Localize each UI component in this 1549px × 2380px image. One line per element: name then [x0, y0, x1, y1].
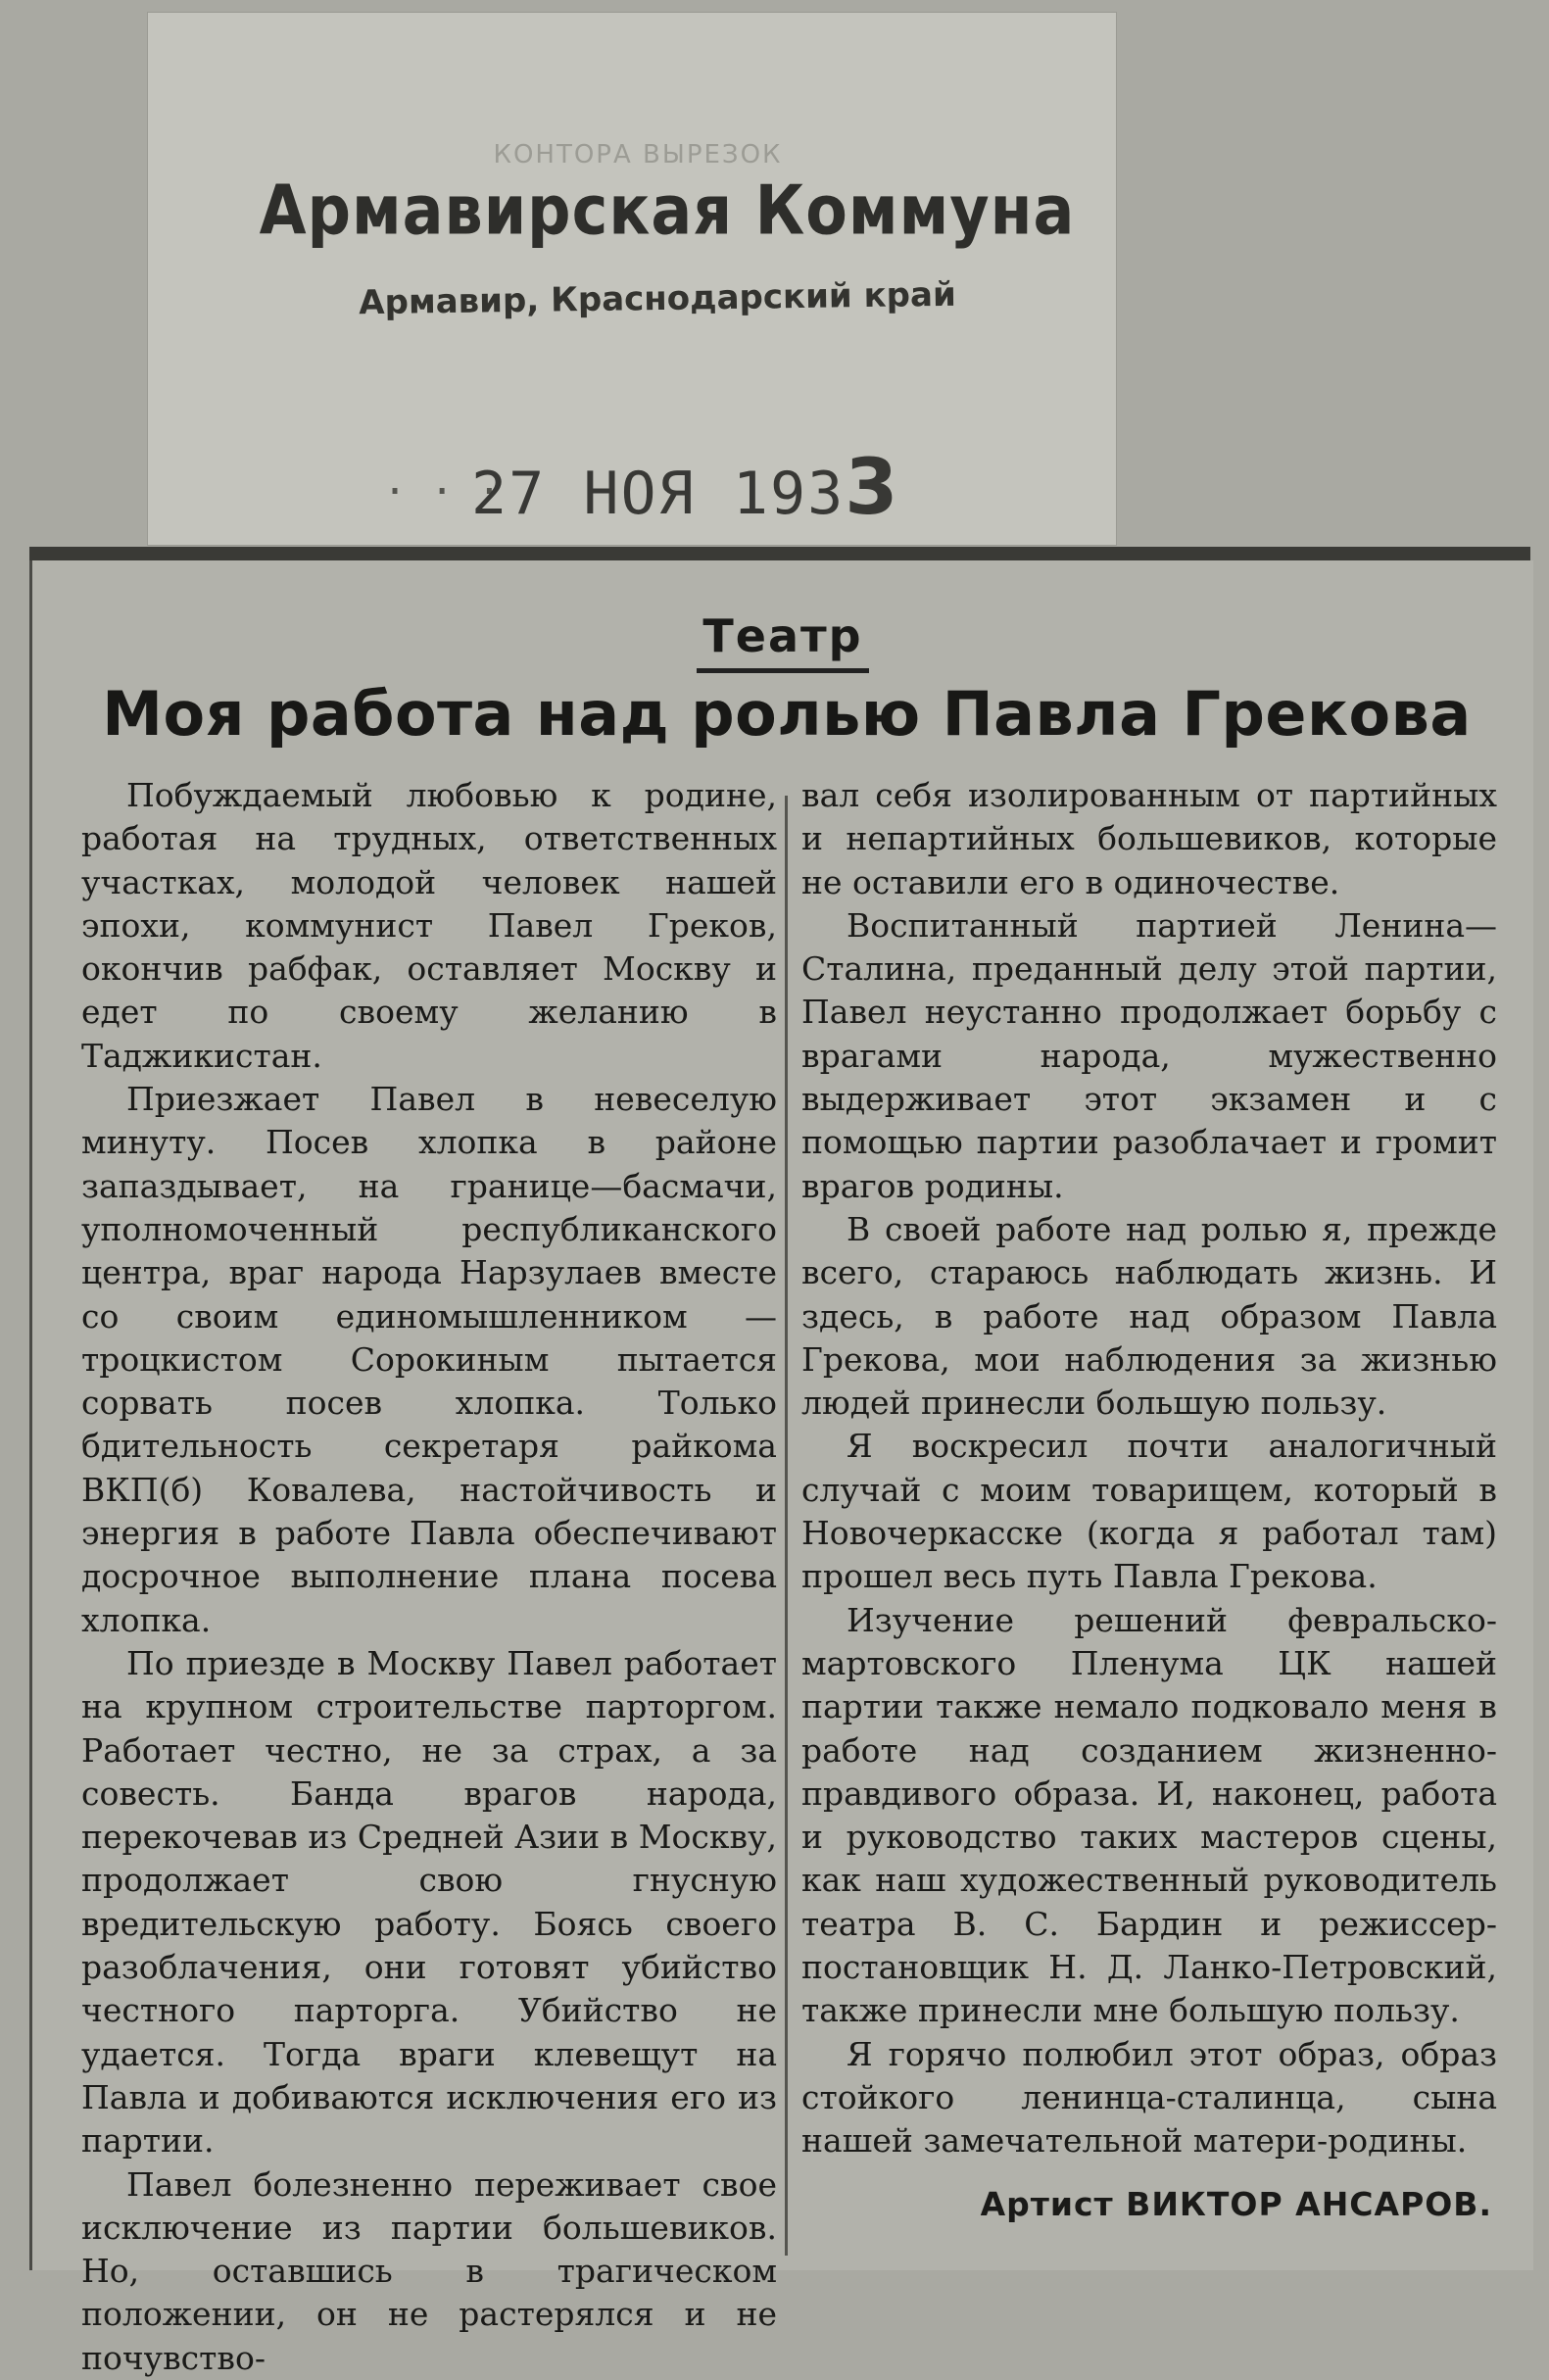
top-rule: [29, 547, 1530, 560]
right-column: [801, 774, 1497, 2163]
stamp-date: [471, 444, 900, 532]
stamp-dots: . . .: [383, 459, 502, 504]
author-signature: Артист ВИКТОР АНСАРОВ.: [980, 2185, 1492, 2223]
stamp-date-main: 27 НОЯ 193: [471, 460, 846, 528]
stamp-date-digit: 3: [845, 444, 900, 532]
paragraph: Побуждаемый любовью к родине, работая на трудных, ответственных участках, молодой человек нашей эпохи, коммунист Павел Греков, окончив рабфак, оставляет Москву и едет по своему желанию в Таджикистан.: [81, 776, 777, 1075]
paragraph: Я горячо полюбил этот образ, образ стойкого ленинца-сталинца, сына нашей замечательной матери-родины.: [801, 2034, 1497, 2161]
paragraph: Изучение решений февральско-мартовского Пленума ЦК нашей партии также немало подковало меня в работе над созданием жизненно-правдивого образа. И, наконец, работа и руководство таких мастеров сцены, как наш художественный руководитель театра В. С. Бардин и режиссер-постановщик Н. Д. Ланко-Петровский, также принесли мне большую пользу.: [801, 1600, 1497, 2030]
paragraph: Павел болезненно переживает свое исключение из партии большевиков. Но, оставшись в трагическом положении, он не растерялся и не почувство-: [81, 2164, 777, 2377]
paragraph: По приезде в Москву Павел работает на крупном строительстве парторгом. Работает честно, не за страх, а за совесть. Банда врагов народа, перекочевав из Средней Азии в Москву, продолжает свою гнусную вредительскую работу. Боясь своего разоблачения, они готовят убийство честного парторга. Убийство не удается. Тогда враги клевещут на Павла и добиваются исключения его из партии.: [81, 1643, 777, 2161]
newspaper-clipping: [29, 560, 1533, 2377]
paragraph: В своей работе над ролью я, прежде всего, стараюсь наблюдать жизнь. И здесь, в работе над образом Павла Грекова, мои наблюдения за жизнью людей принесли большую пользу.: [801, 1209, 1497, 1423]
paragraph: Я воскресил почти аналогичный случай с моим товарищем, который в Новочеркасске (когда я работал там) прошел весь путь Павла Грекова.: [801, 1427, 1497, 1596]
clipping-bureau-stamp: [147, 12, 1117, 546]
paragraph-continued: вал себя изолированным от партийных и непартийных большевиков, которые не оставили его в одиночестве.: [801, 776, 1497, 901]
paragraph: Приезжает Павел в невеселую минуту. Посев хлопка в районе запаздывает, на границе—басмачи, уполномоченный республиканского центра, враг народа Нарзулаев вместе со своим единомышленником — троцкистом Сорокиным пытается сорвать посев хлопка. Только бдительность секретаря райкома ВКП(б) Ковалева, настойчивость и энергия в работе Павла обеспечивают досрочное выполнение плана посева хлопка.: [81, 1080, 777, 1639]
stamp-ghost-text: КОНТОРА ВЫРЕЗОК: [493, 140, 783, 170]
column-divider: [785, 796, 788, 2256]
rubric-label: Театр: [697, 609, 868, 673]
paragraph: Воспитанный партией Ленина—Сталина, преданный делу этой партии, Павел неустанно продолжает борьбу с врагами народа, мужественно выдерживает этот экзамен и с помощью партии разоблачает и громит врагов родины.: [801, 905, 1497, 1205]
newspaper-location: Армавир, Краснодарский край: [358, 274, 957, 323]
article-headline: Моя работа над ролью Павла Грекова: [102, 678, 1472, 750]
rubric: [32, 609, 1533, 662]
newspaper-name: Армавирская Коммуна: [259, 170, 1076, 251]
left-column: [81, 774, 777, 2380]
